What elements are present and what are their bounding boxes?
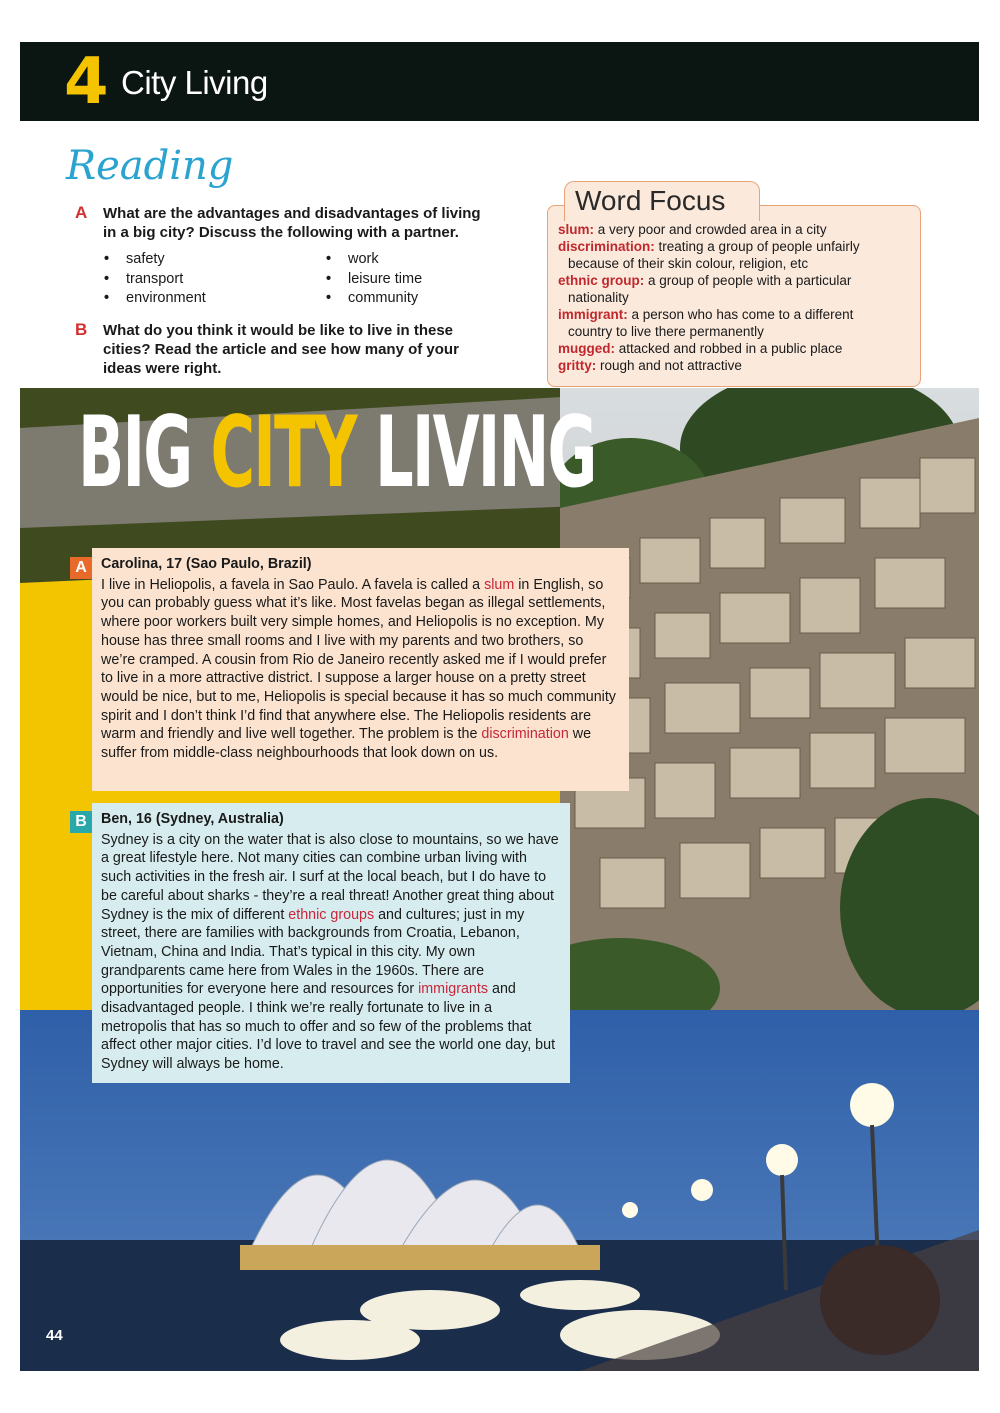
bullet-list-right <box>326 250 422 309</box>
section-b-heading: Ben, 16 (Sydney, Australia) <box>101 811 284 827</box>
question-a-letter: A <box>75 203 88 222</box>
word-focus-entry <box>558 272 916 306</box>
bullet-item: • environment <box>104 289 206 309</box>
section-b-body <box>101 831 561 1074</box>
unit-header <box>20 42 979 121</box>
question-b-text <box>103 321 533 378</box>
unit-number: 4 <box>64 45 109 119</box>
bullet-item: • safety <box>104 250 206 270</box>
term: mugged: <box>558 341 615 356</box>
body-text: and disadvantaged people. I think we’re really fortunate to live in a metropolis that has so much to offer and so few of the problems that affect other major cities. I’d love to travel and see the world one day, but Sydney will always be home. <box>101 981 556 1073</box>
highlight-term: discrimination <box>481 726 569 743</box>
highlight-term: immigrants <box>418 981 489 998</box>
highlight-term: ethnic groups <box>288 906 375 923</box>
section-a-box <box>92 548 629 791</box>
definition: attacked and robbed in a public place <box>615 341 843 356</box>
definition-cont: country to live there permanently <box>568 324 764 339</box>
body-text: I live in Heliopolis, a favela in Sao Paulo. A favela is called a <box>101 576 485 593</box>
body-text: in English, so you can probably guess what it’s like. Most favelas began as illegal settlements, where poor workers built very simple homes, and Heliopolis is no exception. My house has three small rooms and I live with my parents and two brothers, so we’re cramped. A cousin from Rio de Janeiro recently asked me if I would prefer to live in a more attractive district. I suppose a larger house on a pretty street would be nice, but to me, Heliopolis is special because it has so much community spirit and I don’t think I’d find that anywhere else. The Heliopolis residents are warm and friendly and live well together. The problem is the <box>101 576 616 743</box>
question-b-line: What do you think it would be like to live in these <box>103 322 454 339</box>
question-a-line: What are the advantages and disadvantages of living <box>103 205 481 222</box>
question-a-text <box>103 204 533 242</box>
definition: a person who has come to a different <box>627 307 854 322</box>
term: slum: <box>558 222 595 237</box>
section-a-body <box>101 576 620 763</box>
page-number: 44 <box>46 1327 63 1344</box>
definition-cont: because of their skin colour, religion, etc <box>568 256 809 271</box>
section-title: Reading <box>66 143 234 189</box>
highlight-term: slum <box>484 576 515 593</box>
bullet-item: • work <box>326 250 422 270</box>
bullet-item: • leisure time <box>326 270 422 290</box>
term: immigrant: <box>558 307 628 322</box>
word-focus-entry <box>558 306 916 340</box>
definition: a very poor and crowded area in a city <box>594 222 827 237</box>
term: ethnic group: <box>558 273 645 288</box>
question-a-line: in a big city? Discuss the following with a partner. <box>103 224 459 241</box>
definition: rough and not attractive <box>596 358 742 373</box>
section-a-badge: A <box>70 557 92 579</box>
definition: treating a group of people unfairly <box>654 239 860 254</box>
title-part: BIG <box>78 396 211 510</box>
word-focus-entry <box>558 357 916 374</box>
word-focus-entry <box>558 238 916 272</box>
question-b-line: cities? Read the article and see how many of your <box>103 341 459 358</box>
body-text: Sydney is a city on the water that is also close to mountains, so we have a great lifestyle here. Not many cities can combine urban living with such activities in the fresh air. I surf at the local beach, but I do have to be careful about sharks - they’re a real threat! Another great thing about Sydney is the mix of different <box>101 831 559 923</box>
word-focus-entry <box>558 221 916 238</box>
bullet-item: • community <box>326 289 422 309</box>
section-b-box <box>92 803 570 1083</box>
term: discrimination: <box>558 239 655 254</box>
article-title <box>78 396 596 510</box>
word-focus-entry <box>558 340 916 357</box>
body-text: we suffer from middle-class neighbourhoods that look down on us. <box>101 726 592 762</box>
word-focus-title: Word Focus <box>575 185 726 216</box>
bullet-item: • transport <box>104 270 206 290</box>
title-part-accent: CITY <box>210 396 356 510</box>
section-a-heading: Carolina, 17 (Sao Paulo, Brazil) <box>101 556 312 572</box>
definition: a group of people with a particular <box>644 273 852 288</box>
question-b-line: ideas were right. <box>103 360 222 377</box>
title-part: LIVING <box>355 396 596 510</box>
unit-title: City Living <box>121 64 268 101</box>
section-b-badge: B <box>70 811 92 833</box>
bullet-list-left <box>104 250 206 309</box>
question-b-letter: B <box>75 320 88 339</box>
body-text: and cultures; just in my street, there are families with backgrounds from Croatia, Lebanon, Vietnam, China and India. That’s typical in this city. My own grandparents came here from Wales in the 1960s. There are opportunities for everyone here and resources for <box>101 906 525 998</box>
definition-cont: nationality <box>568 290 629 305</box>
term: gritty: <box>558 358 597 373</box>
